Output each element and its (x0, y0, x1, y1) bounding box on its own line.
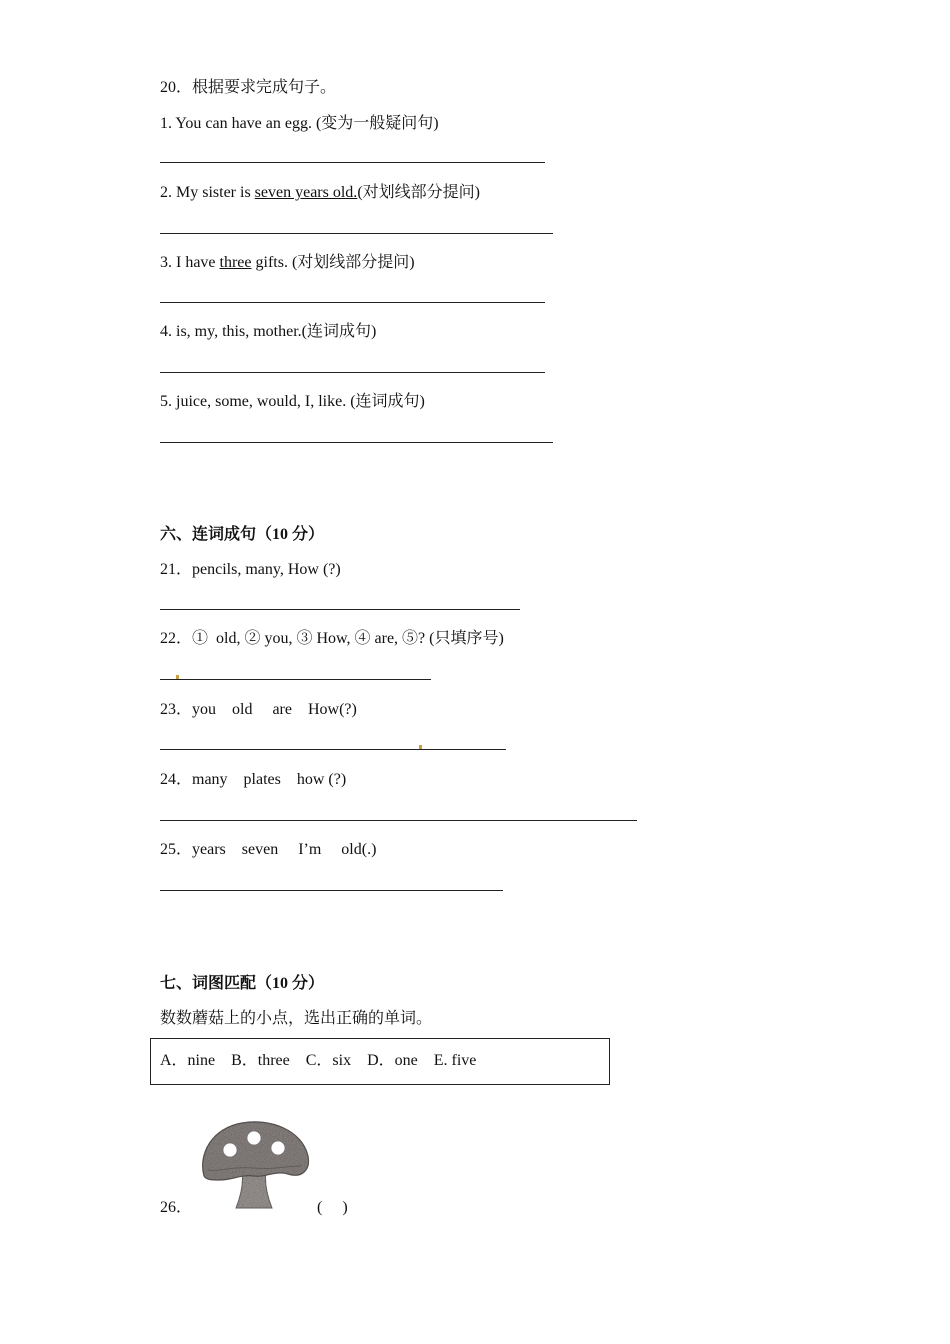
question-23: 23．you old are How(?) (160, 701, 357, 718)
question-20-title: 20．根据要求完成句子。 (160, 79, 337, 96)
question-20-4: 4. is, my, this, mother.(连词成句) (160, 323, 377, 340)
answer-line-20-3[interactable] (160, 302, 545, 303)
question-26-number: 26． (160, 1199, 193, 1216)
word-options: A．nine B．three C．six D．one E. five (160, 1052, 477, 1069)
answer-line-25[interactable] (160, 890, 503, 891)
answer-line-23[interactable] (160, 749, 506, 750)
question-26-answer-paren[interactable]: ( ) (317, 1199, 348, 1216)
answer-line-20-5[interactable] (160, 442, 553, 443)
question-20-1: 1. You can have an egg. (变为一般疑问句) (160, 115, 439, 132)
answer-line-20-4[interactable] (160, 372, 545, 373)
question-22: 22．① old, ② you, ③ How, ④ are, ⑤? (只填序号) (160, 630, 504, 647)
answer-line-22[interactable] (160, 679, 431, 680)
section-6-heading: 六、连词成句（10 分） (160, 526, 325, 543)
question-20-2: 2. My sister is seven years old.(对划线部分提问) (160, 184, 480, 201)
question-20-5: 5. juice, some, would, I, like. (连词成句) (160, 393, 425, 410)
answer-line-24[interactable] (160, 820, 637, 821)
stray-mark (419, 745, 422, 749)
question-20-3: 3. I have three gifts. (对划线部分提问) (160, 254, 415, 271)
question-21: 21．pencils, many, How (?) (160, 561, 341, 578)
section-7-heading: 七、词图匹配（10 分） (160, 975, 325, 992)
word-options-box (150, 1038, 610, 1085)
answer-line-20-1[interactable] (160, 162, 545, 163)
section-7-instruction: 数数蘑菇上的小点，选出正确的单词。 (160, 1010, 433, 1027)
answer-line-21[interactable] (160, 609, 520, 610)
mushroom-dot (223, 1143, 237, 1157)
mushroom-dot (271, 1141, 285, 1155)
mushroom-picture (198, 1118, 312, 1210)
answer-line-20-2[interactable] (160, 233, 553, 234)
mushroom-dot (247, 1131, 261, 1145)
question-25: 25．years seven I’m old(.) (160, 841, 377, 858)
stray-mark (176, 675, 179, 679)
question-24: 24．many plates how (?) (160, 771, 347, 788)
